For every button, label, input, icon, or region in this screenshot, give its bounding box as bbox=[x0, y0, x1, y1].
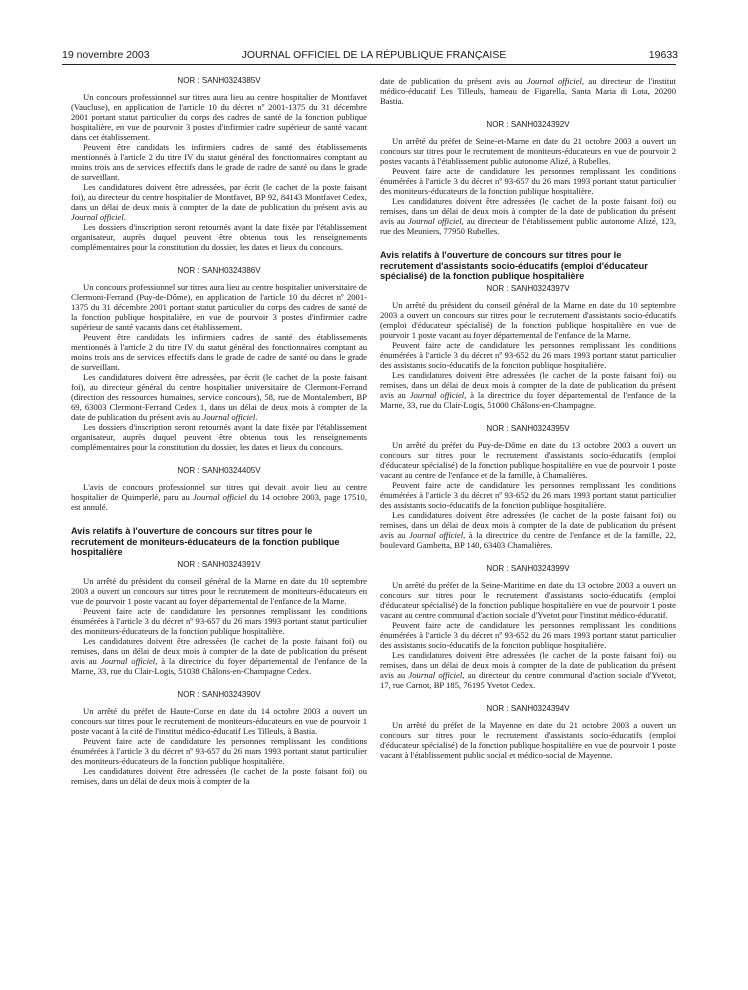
notice-block bbox=[380, 250, 676, 410]
section-spacer bbox=[380, 690, 676, 704]
notice-paragraph: Un arrêté du préfet du Puy-de-Dôme en date du 13 octobre 2003 a ouvert un concours sur titres pour le recrutement d'assistants socio-éducatifs (emploi d'éducateur spécialisé) de la fonction publique hospitalière en vue de pourvoir 1 poste vacant au centre de l'enfance et de la famille, à Chamalières. bbox=[380, 439, 676, 480]
notice-paragraph: Les candidatures doivent être adressées (le cachet de la poste faisant foi) ou remises, dans un délai de deux mois à compter de la date de publication du présent avis au Journal officiel, au directeur du centre communal d'action sociale d'Yvetot, 17, rue Carnot, BP 185, 76195 Yvetot Cedex. bbox=[380, 649, 676, 690]
nor-reference: NOR : SANH0324385V bbox=[177, 76, 261, 85]
section-heading: Avis relatifs à l'ouverture de concours sur titres pour le recrutement d'assistants socio-éducatifs (emploi d'éducateur spécialisé) de la fonction publique hospitalière bbox=[380, 250, 648, 281]
nor-reference: NOR : SANH0324386V bbox=[177, 266, 261, 275]
notice-paragraph: Un arrêté du préfet de Haute-Corse en date du 14 octobre 2003 a ouvert un concours sur titres pour le recrutement de moniteurs-éducateurs en vue de pourvoir 1 poste vacant à la cité de l'institut médico-éducatif Les Tilleuls, à Bastia. bbox=[71, 705, 367, 736]
notice-paragraph: Un arrêté du préfet de la Mayenne en date du 21 octobre 2003 a ouvert un concours sur titres pour le recrutement d'assistants socio-éducatifs (emploi d'éducateur spécialisé) de la fonction publique hospitalière en vue de pourvoir 1 poste vacant à l'établissement public social et médico-social de Mayenne. bbox=[380, 719, 676, 760]
notice-paragraph: Peuvent être candidats les infirmiers cadres de santé des établissements mentionnés à l'article 2 du titre IV du statut général des fonctionnaires comptant au moins trois ans de services effectifs dans le grade de cadre de santé ou dans le grade de surveillant. bbox=[71, 332, 367, 372]
section-spacer bbox=[71, 452, 367, 466]
page-header bbox=[0, 49, 748, 63]
section-spacer bbox=[380, 236, 676, 250]
nor-reference: NOR : SANH0324394V bbox=[486, 703, 570, 713]
nor-reference: NOR : SANH0324395V bbox=[486, 423, 570, 433]
notice-paragraph: Peuvent faire acte de candidature les personnes remplissant les conditions énumérées à l'article 3 du décret nº 93-657 du 26 mars 1993 portant statut particulier des moniteurs-éducateurs de la fonction publique hospitalière. bbox=[380, 166, 676, 196]
notice-paragraph: Les candidatures doivent être adressées (le cachet de la poste faisant foi) ou remises, dans un délai de deux mois à compter de la date de publication du présent avis au Journal officiel, à la directrice du centre de l'enfance et de la famille, 22, boulevard Gambetta, BP 140, 63403 Chamalières. bbox=[380, 509, 676, 550]
notice-paragraph: Un arrêté du président du conseil général de la Marne en date du 10 septembre 2003 a ouvert un concours sur titres pour le recrutement de moniteurs-éducateurs en vue de pourvoir 1 poste vacant au foyer départemental de l'enfance de la Marne. bbox=[71, 575, 367, 606]
header-rule bbox=[62, 64, 676, 65]
header-page-number: 19633 bbox=[648, 49, 678, 61]
right-column bbox=[380, 76, 676, 760]
section-spacer bbox=[71, 512, 367, 526]
notice-paragraph: Un arrêté du préfet de la Seine-Maritime en date du 13 octobre 2003 a ouvert un concours sur titres pour le recrutement d'assistants socio-éducatifs (emploi d'éducateur spécialisé) de la fonction publique hospitalière en vue de pourvoir 1 poste vacant au centre communal d'action sociale d'Yvetot pour l'institut médico-éducatif. bbox=[380, 579, 676, 620]
nor-reference: NOR : SANH0324397V bbox=[486, 283, 570, 293]
left-column bbox=[71, 76, 367, 786]
notice-block bbox=[380, 564, 676, 690]
nor-reference: NOR : SANH0324405V bbox=[177, 466, 261, 475]
nor-reference: NOR : SANH0324390V bbox=[177, 689, 261, 699]
journal-name: Journal officiel bbox=[409, 529, 464, 540]
notice-block bbox=[380, 704, 676, 760]
notice-paragraph: Les candidatures doivent être adressées (le cachet de la poste faisant foi) ou remises, dans un délai de deux mois à compter de la date de publication du présent avis au Journal officiel, à la directrice du foyer départemental de l'enfance de la Marne, 33, rue du Clair-Logis, 51000 Châlons-en-Champagne. bbox=[380, 369, 676, 410]
journal-name: Journal officiel bbox=[526, 76, 582, 86]
section-spacer bbox=[71, 676, 367, 690]
notice-paragraph: Les dossiers d'inscription seront retournés avant la date fixée par l'établissement organisateur, auprès duquel peuvent être obtenus tous les renseignements complémentaires pour la constitution du dossier, les dates et lieux du concours. bbox=[71, 222, 367, 252]
notice-block bbox=[380, 424, 676, 550]
journal-name: Journal officiel bbox=[192, 492, 247, 502]
notice-block bbox=[71, 526, 367, 676]
notice-paragraph: Peuvent faire acte de candidature les personnes remplissant les conditions énumérées à l'article 3 du décret nº 93-652 du 26 mars 1993 portant statut particulier des assistants socio-éducatifs de la fonction publique hospitalière. bbox=[380, 339, 676, 370]
notice-block bbox=[71, 266, 367, 452]
journal-name: Journal officiel bbox=[407, 216, 462, 226]
section-spacer bbox=[71, 252, 367, 266]
header-title: JOURNAL OFFICIEL DE LA RÉPUBLIQUE FRANÇAISE bbox=[241, 49, 507, 61]
notice-paragraph: Les candidatures doivent être adressées (le cachet de la poste faisant foi) ou remises, dans un délai de deux mois à compter de la date de publication du présent avis au Journal officiel, à la directrice du foyer départemental de l'enfance de la Marne, 33, rue du Clair-Logis, 51038 Châlons-en-Champagne Cedex. bbox=[71, 635, 367, 676]
notice-paragraph: Les candidatures doivent être adressées (le cachet de la poste faisant foi) ou remises, dans un délai de deux mois à compter de la date de publication du présent avis au Journal officiel, au directeur de l'établissement public autonome Alizé, 123, rue des Meuniers, 77950 Rubelles. bbox=[380, 196, 676, 236]
notice-paragraph: L'avis de concours professionnel sur titres qui devait avoir lieu au centre hospitalier de Quimperlé, paru au Journal officiel du 14 octobre 2003, page 17510, est annulé. bbox=[71, 482, 367, 512]
notice-paragraph: Les dossiers d'inscription seront retournés avant la date fixée par l'établissement organisateur, auprès duquel peuvent être obtenus tous les renseignements complémentaires pour la constitution du dossier, les dates et lieux du concours. bbox=[71, 422, 367, 452]
journal-name: Journal officiel bbox=[202, 412, 256, 422]
journal-name: Journal officiel bbox=[408, 669, 463, 680]
section-spacer bbox=[380, 410, 676, 424]
notice-paragraph: Un concours professionnel sur titres aura lieu au centre hospitalier de Montfavet (Vaucluse), en application de l'article 10 du décret nº 2001-1375 du 31 décembre 2001 portant statut particulier du corps des cadres de santé de la fonction publique hospitalière, en vue de pourvoir 3 postes d'infirmier cadre supérieur de santé vacant dans cet établissement. bbox=[71, 92, 367, 142]
notice-paragraph: Peuvent faire acte de candidature les personnes remplissant les conditions énumérées à l'article 3 du décret nº 93-652 du 26 mars 1993 portant statut particulier des assistants socio-éducatifs de la fonction publique hospitalière. bbox=[380, 619, 676, 650]
nor-reference: NOR : SANH0324399V bbox=[486, 563, 570, 573]
journal-name: Journal officiel bbox=[71, 212, 124, 222]
header-date: 19 novembre 2003 bbox=[62, 49, 150, 61]
notice-paragraph: Un arrêté du préfet de Seine-et-Marne en date du 21 octobre 2003 a ouvert un concours sur titres pour le recrutement de moniteurs-éducateurs en vue de pourvoir 2 postes vacants à l'établissement public autonome Alizé, à Rubelles. bbox=[380, 136, 676, 166]
notice-paragraph: Peuvent être candidats les infirmiers cadres de santé des établissements mentionnés à l'article 2 du titre IV du statut général des fonctionnaires comptant au moins trois ans de services effectifs dans le grade de cadre de santé ou dans le grade de surveillant. bbox=[71, 142, 367, 182]
notice-block bbox=[380, 120, 676, 236]
notice-paragraph: Un concours professionnel sur titres aura lieu au centre hospitalier universitaire de Clermont-Ferrand (Puy-de-Dôme), en application de l'article 10 du décret nº 2001-1375 du 31 décembre 2001 portant statut particulier du corps des cadres de santé de la fonction publique hospitalière, en vue de pourvoir 3 postes d'infirmier cadre supérieur de santé vacants dans cet établissement. bbox=[71, 282, 367, 332]
notice-block bbox=[380, 76, 676, 106]
section-spacer bbox=[380, 550, 676, 564]
notice-paragraph: date de publication du présent avis au Journal officiel, au directeur de l'institut médico-éducatif Les Tilleuls, hameau de Figarella, Santa Maria di Lota, 20200 Bastia. bbox=[380, 76, 676, 106]
journal-name: Journal officiel bbox=[100, 655, 156, 666]
nor-reference: NOR : SANH0324392V bbox=[486, 120, 570, 129]
notice-block bbox=[71, 76, 367, 252]
journal-name: Journal officiel bbox=[409, 389, 465, 400]
nor-reference: NOR : SANH0324391V bbox=[177, 559, 261, 569]
notice-paragraph: Un arrêté du président du conseil général de la Marne en date du 10 septembre 2003 a ouvert un concours sur titres pour le recrutement d'assistants socio-éducatifs (emploi d'éducateur spécialisé) de la fonction publique hospitalière en vue de pourvoir 1 poste vacant au foyer départemental de l'enfance de la Marne. bbox=[380, 299, 676, 340]
notice-paragraph: Peuvent faire acte de candidature les personnes remplissant les conditions énumérées à l'article 3 du décret nº 93-657 du 26 mars 1993 portant statut particulier des moniteurs-éducateurs de la fonction publique hospitalière. bbox=[71, 735, 367, 766]
notice-block bbox=[71, 466, 367, 512]
notice-block bbox=[71, 690, 367, 786]
notice-paragraph: Les candidatures doivent être adressées, par écrit (le cachet de la poste faisant foi), au directeur du centre hospitalier de Montfavet, BP 92, 84143 Montfavet Cedex, dans un délai de deux mois à compter de la date de publication du présent avis au Journal officiel. bbox=[71, 182, 367, 222]
notice-paragraph: Peuvent faire acte de candidature les personnes remplissant les conditions énumérées à l'article 3 du décret nº 93-657 du 26 mars 1993 portant statut particulier des moniteurs-éducateurs de la fonction publique hospitalière. bbox=[71, 605, 367, 636]
section-heading: Avis relatifs à l'ouverture de concours sur titres pour le recrutement de moniteurs-éducateurs de la fonction publique hospitalière bbox=[71, 526, 340, 557]
section-spacer bbox=[380, 106, 676, 120]
notice-paragraph: Peuvent faire acte de candidature les personnes remplissant les conditions énumérées à l'article 3 du décret nº 93-652 du 26 mars 1993 portant statut particulier des assistants socio-éducatifs de la fonction publique hospitalière. bbox=[380, 479, 676, 510]
notice-paragraph: Les candidatures doivent être adressées (le cachet de la poste faisant foi) ou remises, dans un délai de deux mois à compter de la bbox=[71, 765, 367, 786]
notice-paragraph: Les candidatures doivent être adressées, par écrit (le cachet de la poste faisant foi), au directeur général du centre hospitalier universitaire de Clermont-Ferrand (direction des ressources humaines, service concours), 58, rue de Montalembert, BP 69, 63003 Clermont-Ferrand Cedex 1, dans un délai de deux mois à compter de la date de publication du présent avis au Journal officiel. bbox=[71, 372, 367, 422]
